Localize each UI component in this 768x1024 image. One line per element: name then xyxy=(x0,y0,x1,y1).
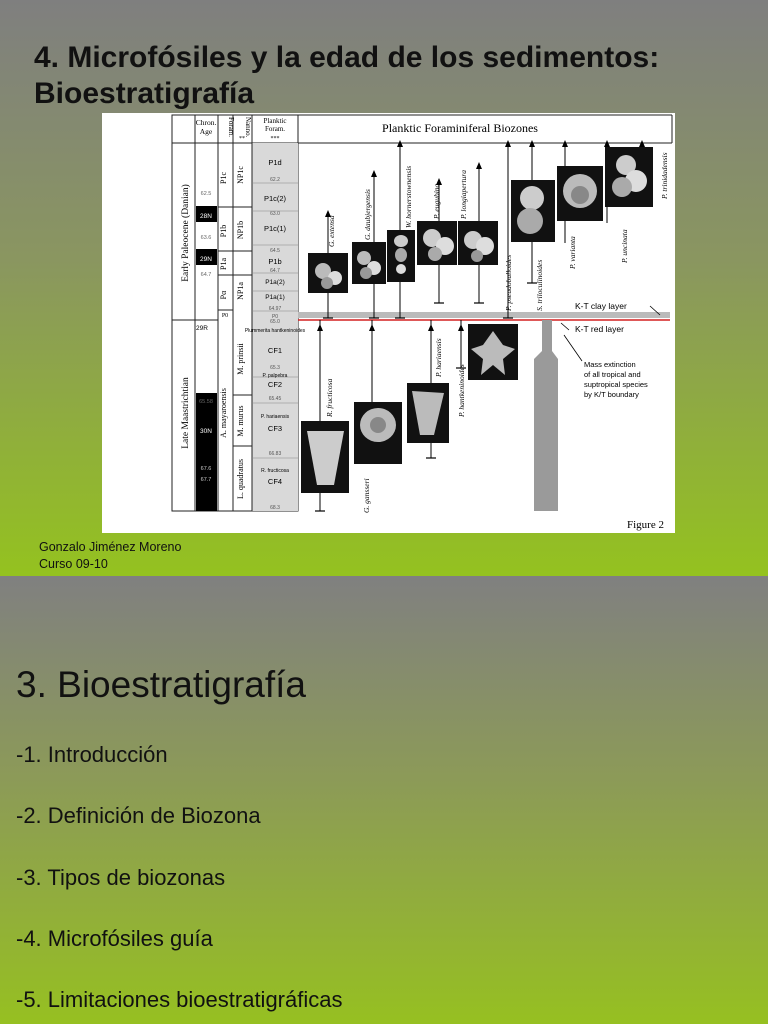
nanno-zone-murus: M. murus xyxy=(236,405,245,437)
age-67-6: 67.6 xyxy=(200,466,212,472)
pz-label: CF4 xyxy=(267,477,283,486)
extinction-note-1: Mass extinction xyxy=(584,360,636,369)
figure-heading: Planktic Foraminiferal Biozones xyxy=(382,121,538,135)
chron-30n-bar xyxy=(196,393,217,511)
course-year: Curso 09-10 xyxy=(39,557,108,571)
pz-label: R. fructicosa xyxy=(261,468,289,474)
extinction-pointer xyxy=(564,335,582,361)
slide-1-title xyxy=(34,40,659,112)
nanno-zone-np1b: NP1b xyxy=(236,220,245,240)
species-label: P. longiapertura xyxy=(459,169,468,219)
age-65-58: 65.58 xyxy=(199,399,213,405)
pz-label: Plummerita hantkeninoides xyxy=(244,328,306,334)
foram-zone-p1c: P1c xyxy=(219,172,228,184)
pz-label: P0 xyxy=(271,314,279,320)
pz-label: P1c(1) xyxy=(263,224,287,233)
pz-age: 65.3 xyxy=(270,365,280,371)
species-label: P. hariaensis xyxy=(434,338,443,377)
planktic-header-2: Foram. xyxy=(264,125,286,133)
nanno-zone-np1c: NP1c xyxy=(236,166,245,184)
list-item: -5. Limitaciones bioestratigráficas xyxy=(16,987,343,1012)
species-label: G. gansseri xyxy=(362,478,371,513)
foram-zone-p1a: P1a xyxy=(219,258,228,270)
pz-age: 68.3 xyxy=(270,505,280,511)
pz-age: 62.2 xyxy=(270,177,280,183)
foram-zone-palpha: Pα xyxy=(219,290,228,300)
kt-red-label: K-T red layer xyxy=(575,324,624,334)
species-label: P. eugubina xyxy=(432,183,441,219)
age-62-5: 62.5 xyxy=(200,191,212,197)
foram-zone-p1b: P1b xyxy=(219,224,228,238)
chron-29r: 29R xyxy=(196,325,208,332)
biozonation-figure xyxy=(102,113,675,533)
list-item: -4. Microfósiles guía xyxy=(16,926,213,951)
pz-label: P1d xyxy=(268,158,282,167)
slide-2-title: 3. Bioestratigrafía xyxy=(16,664,306,705)
chron-header-1: Chron. xyxy=(195,118,217,127)
nanno-zone-quadratus: L. quadratus xyxy=(236,459,245,499)
kt-clay-layer xyxy=(298,312,670,318)
species-label: W. hornerstownensis xyxy=(404,165,413,228)
biozonation-diagram xyxy=(102,113,675,533)
nanno-zone-prinsii: M. prinsii xyxy=(236,343,245,375)
chron-28n: 28N xyxy=(200,213,212,220)
list-item: -1. Introducción xyxy=(16,742,168,767)
species-label: P. trinidadensis xyxy=(660,152,669,199)
author-name: Gonzalo Jiménez Moreno xyxy=(39,540,182,554)
list-item: -2. Definición de Biozona xyxy=(16,803,261,828)
chron-29n: 29N xyxy=(200,256,212,263)
species-label: P. pseudobulloides xyxy=(504,254,513,311)
planktic-header-mark: *** xyxy=(270,136,280,142)
pz-age: 64.5 xyxy=(270,248,280,254)
list-item: -3. Tipos de biozonas xyxy=(16,865,226,890)
species-label: G. extensa xyxy=(327,215,336,247)
nanno-zone-np1a: NP1a xyxy=(236,282,245,300)
pz-label: CF3 xyxy=(267,424,283,433)
pz-age: 65.45 xyxy=(268,396,282,402)
pz-label: P. hariaensis xyxy=(260,414,290,420)
age-67-7: 67.7 xyxy=(200,477,212,483)
species-label: S. triloculinoides xyxy=(535,259,544,311)
pz-age: 65.0 xyxy=(270,319,280,325)
species-label: G. daubjergensis xyxy=(363,189,372,240)
nanno-header-mark: ** xyxy=(239,136,245,142)
chron-header-2: Age xyxy=(199,127,213,136)
planktic-header-1: Planktic xyxy=(263,117,287,125)
pz-label: CF2 xyxy=(267,380,283,389)
pz-label: CF1 xyxy=(267,346,283,355)
foram-zone-p0: P0 xyxy=(221,313,229,319)
epoch-late-maastrichtian: Late Maastrichtian xyxy=(181,377,191,449)
age-64-7: 64.7 xyxy=(200,272,212,278)
title-line-2: Bioestratigrafía xyxy=(34,77,255,110)
slide-2 xyxy=(0,576,768,1024)
figure-caption: Figure 2 xyxy=(627,519,664,531)
species-label: P. varianta xyxy=(568,236,577,269)
nanno-header: Nanno. xyxy=(244,117,252,138)
extinction-note-3: suptropical species xyxy=(584,380,648,389)
foram-header: Foram. xyxy=(227,117,235,138)
kt-clay-label: K-T clay layer xyxy=(575,301,627,311)
extinction-funnel xyxy=(534,320,558,511)
pz-label: P1a(2) xyxy=(265,279,285,286)
pz-age: 64.7 xyxy=(270,268,280,274)
author-info xyxy=(39,539,181,573)
pz-age: 64.97 xyxy=(268,306,282,312)
extinction-note-2: of all tropical and xyxy=(584,370,641,379)
pz-label: P1a(1) xyxy=(265,294,285,301)
extinction-note-4: by K/T boundary xyxy=(584,390,639,399)
pz-label: P. palpebra xyxy=(262,373,288,379)
species-label: P. hantkeninoides xyxy=(457,364,466,417)
species-label: R. fructicosa xyxy=(325,378,334,417)
species-label: P. uncinata xyxy=(620,229,629,263)
chron-30n: 30N xyxy=(200,428,212,435)
age-63-6: 63.6 xyxy=(200,235,212,241)
pz-label: P1c(2) xyxy=(263,194,287,203)
pz-label: P1b xyxy=(268,257,282,266)
pz-age: 66.83 xyxy=(268,451,282,457)
epoch-early-paleocene: Early Paleocene (Danian) xyxy=(181,184,191,282)
foram-zone-mayaroensis: A. mayaroensis xyxy=(219,388,228,438)
red-pointer xyxy=(561,323,569,330)
title-line-1: 4. Microfósiles y la edad de los sedimentos: xyxy=(34,41,660,74)
pz-age: 63.0 xyxy=(270,211,280,217)
